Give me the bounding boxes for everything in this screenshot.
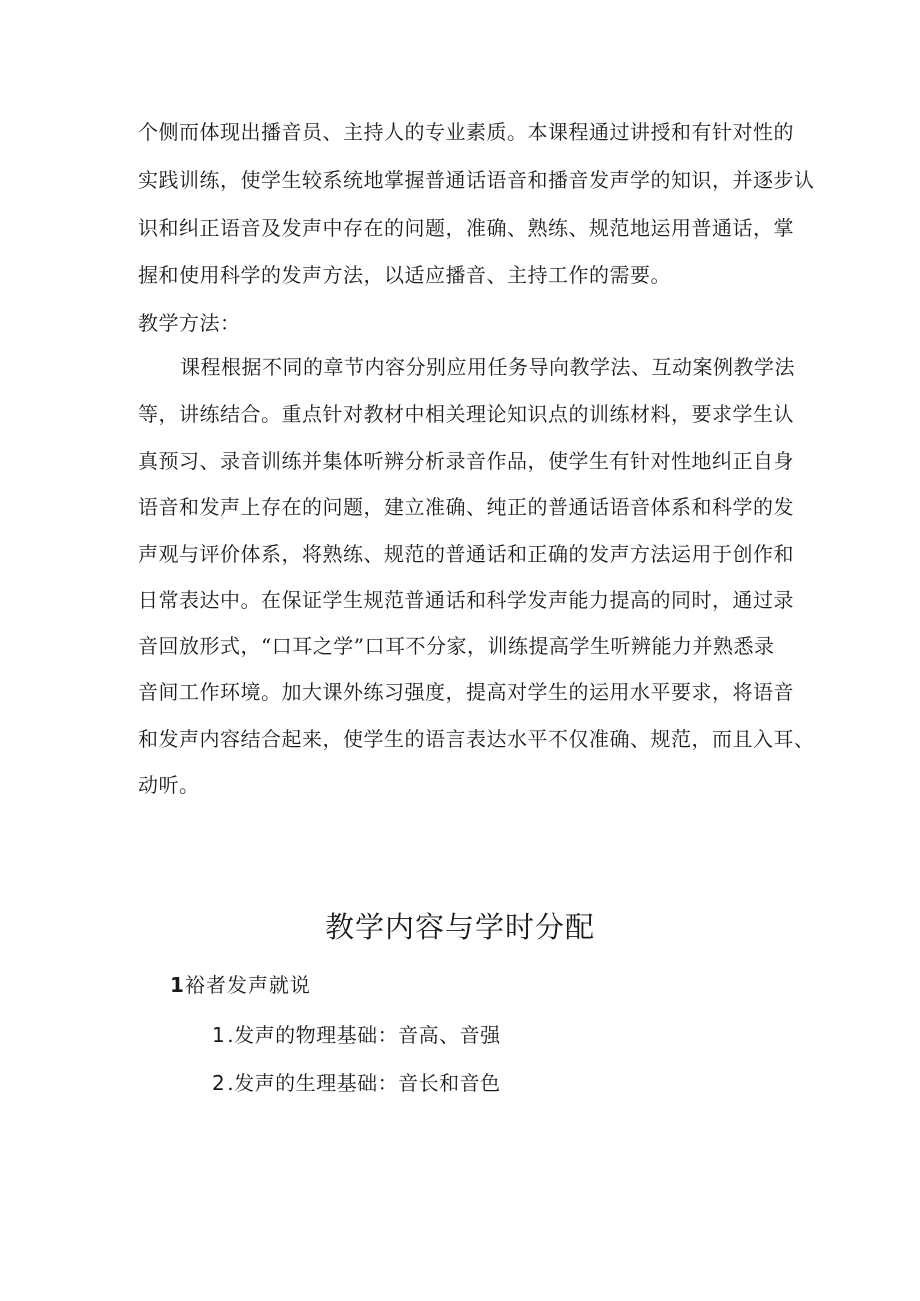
list-item	[212, 1071, 501, 1095]
list-item-number: 2	[212, 1071, 226, 1095]
chapter-title	[170, 973, 311, 997]
chapter-title-text: 裕者发声就说	[184, 973, 311, 997]
paragraph-line: 动听。	[138, 773, 200, 797]
paragraph-line: 个侧而体现出播音员、主持人的专业素质。本课程通过讲授和有针对性的	[138, 120, 794, 144]
section-title: 教学内容与学时分配	[324, 910, 595, 944]
paragraph-line: 音间工作环境。加大课外练习强度，提高对学生的运用水平要求，将语音	[138, 680, 794, 704]
paragraph-line: 日常表达中。在保证学生规范普通话和科学发声能力提高的同时，通过录	[138, 588, 794, 612]
paragraph-line: 声观与评价体系，将熟练、规范的普通话和正确的发声方法运用于创作和	[138, 542, 794, 566]
paragraph-line: 和发声内容结合起来，使学生的语言表达水平不仅准确、规范，而且入耳、	[138, 727, 815, 751]
chapter-number: 1	[170, 973, 185, 997]
paragraph-line: 等，讲练结合。重点针对教材中相关理论知识点的训练材料，要求学生认	[138, 402, 794, 426]
list-item-text: .发声的生理基础：音长和音色	[227, 1071, 501, 1095]
paragraph-line: 握和使用科学的发声方法，以适应播音、主持工作的需要。	[138, 263, 671, 287]
teaching-methods-label: 教学方法：	[138, 311, 241, 335]
list-item	[212, 1023, 501, 1047]
paragraph-line: 真预习、录音训练并集体听辨分析录音作品，使学生有针对性地纠正自身	[138, 449, 794, 473]
paragraph-line: 实践训练，使学生较系统地掌握普通话语音和播音发声学的知识，并逐步认	[138, 168, 815, 192]
paragraph-line: 语音和发声上存在的问题，建立准确、纯正的普通话语音体系和科学的发	[138, 495, 794, 519]
list-item-number: 1	[212, 1023, 226, 1047]
paragraph-line: 音回放形式，“口耳之学”口耳不分家，训练提高学生听辨能力并熟悉录	[138, 634, 775, 658]
paragraph-line: 课程根据不同的章节内容分别应用任务导向教学法、互动案例教学法	[180, 355, 795, 379]
list-item-text: .发声的物理基础：音高、音强	[227, 1023, 501, 1047]
paragraph-line: 识和纠正语音及发声中存在的问题，准确、熟练、规范地运用普通话，掌	[138, 216, 794, 240]
